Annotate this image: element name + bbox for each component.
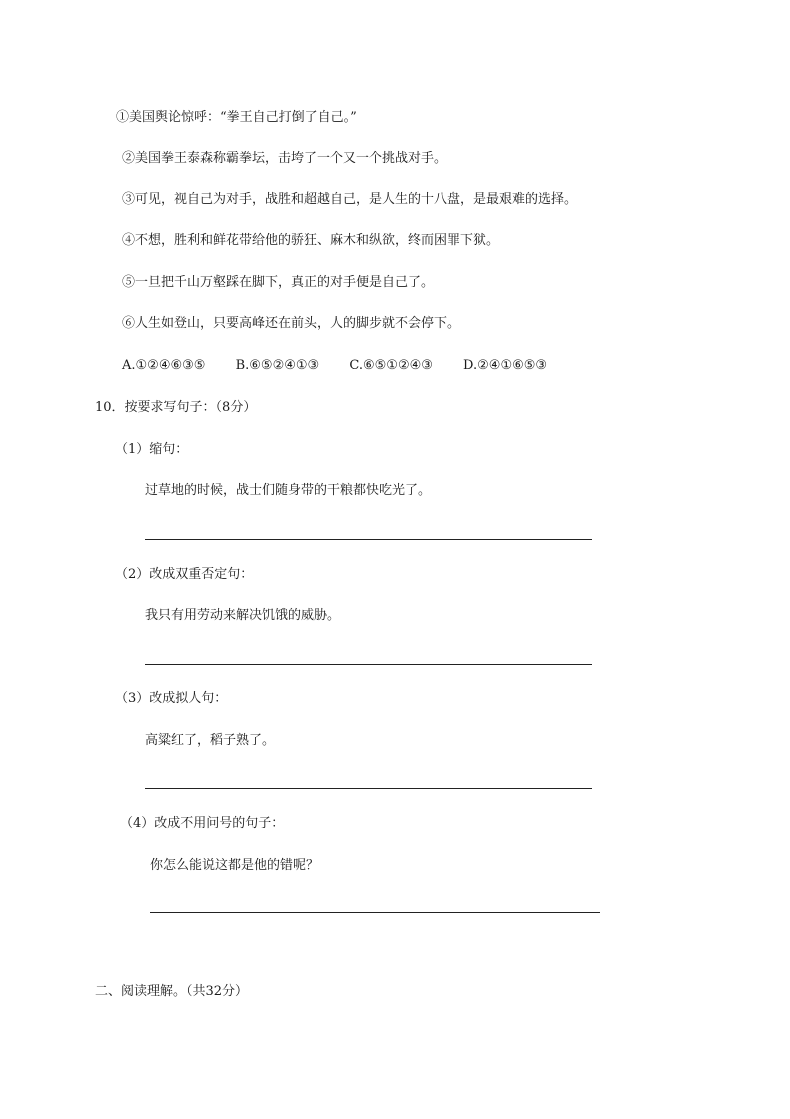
item-sentence: 你怎么能说这都是他的错呢？ (150, 858, 320, 873)
option-b[interactable]: B.⑥⑤②④①③ (235, 358, 320, 373)
item-sentence: 高粱红了，稻子熟了。 (145, 733, 276, 748)
question-10-title: 10．按要求写句子：（8分） (95, 400, 257, 415)
sentence-2: ②美国拳王泰森称霸拳坛，击垮了一个又一个挑战对手。 (122, 151, 448, 166)
answer-line[interactable] (150, 912, 600, 913)
answer-options (122, 357, 573, 375)
item-label: （4）改成不用问号的句子： (120, 816, 285, 831)
item-label: （2）改成双重否定句： (115, 567, 254, 582)
item-label: （1）缩句： (115, 442, 189, 457)
sentence-4: ④不想，胜利和鲜花带给他的骄狂、麻木和纵欲，终而困罪下狱。 (122, 233, 500, 248)
option-c[interactable]: C.⑥⑤①②④③ (349, 358, 433, 373)
sentence-1: ①美国舆论惊呼：“拳王自己打倒了自己。” (116, 110, 357, 125)
sentence-5: ⑤一旦把千山万壑踩在脚下，真正的对手便是自己了。 (122, 275, 435, 290)
item-label: （3）改成拟人句： (115, 691, 228, 706)
answer-line[interactable] (145, 788, 592, 789)
sentence-3: ③可见，视自己为对手，战胜和超越自己，是人生的十八盘，是最艰难的选择。 (122, 192, 578, 207)
item-sentence: 我只有用劳动来解决饥饿的威胁。 (145, 608, 341, 623)
section-2-heading: 二、阅读理解。（共32分） (95, 984, 249, 999)
answer-line[interactable] (145, 539, 592, 540)
sentence-6: ⑥人生如登山，只要高峰还在前头，人的脚步就不会停下。 (122, 316, 461, 331)
answer-line[interactable] (145, 664, 592, 665)
item-sentence: 过草地的时候，战士们随身带的干粮都快吃光了。 (145, 483, 432, 498)
option-d[interactable]: D.②④①⑥⑤③ (463, 358, 548, 373)
option-a[interactable]: A.①②④⑥③⑤ (122, 358, 206, 373)
